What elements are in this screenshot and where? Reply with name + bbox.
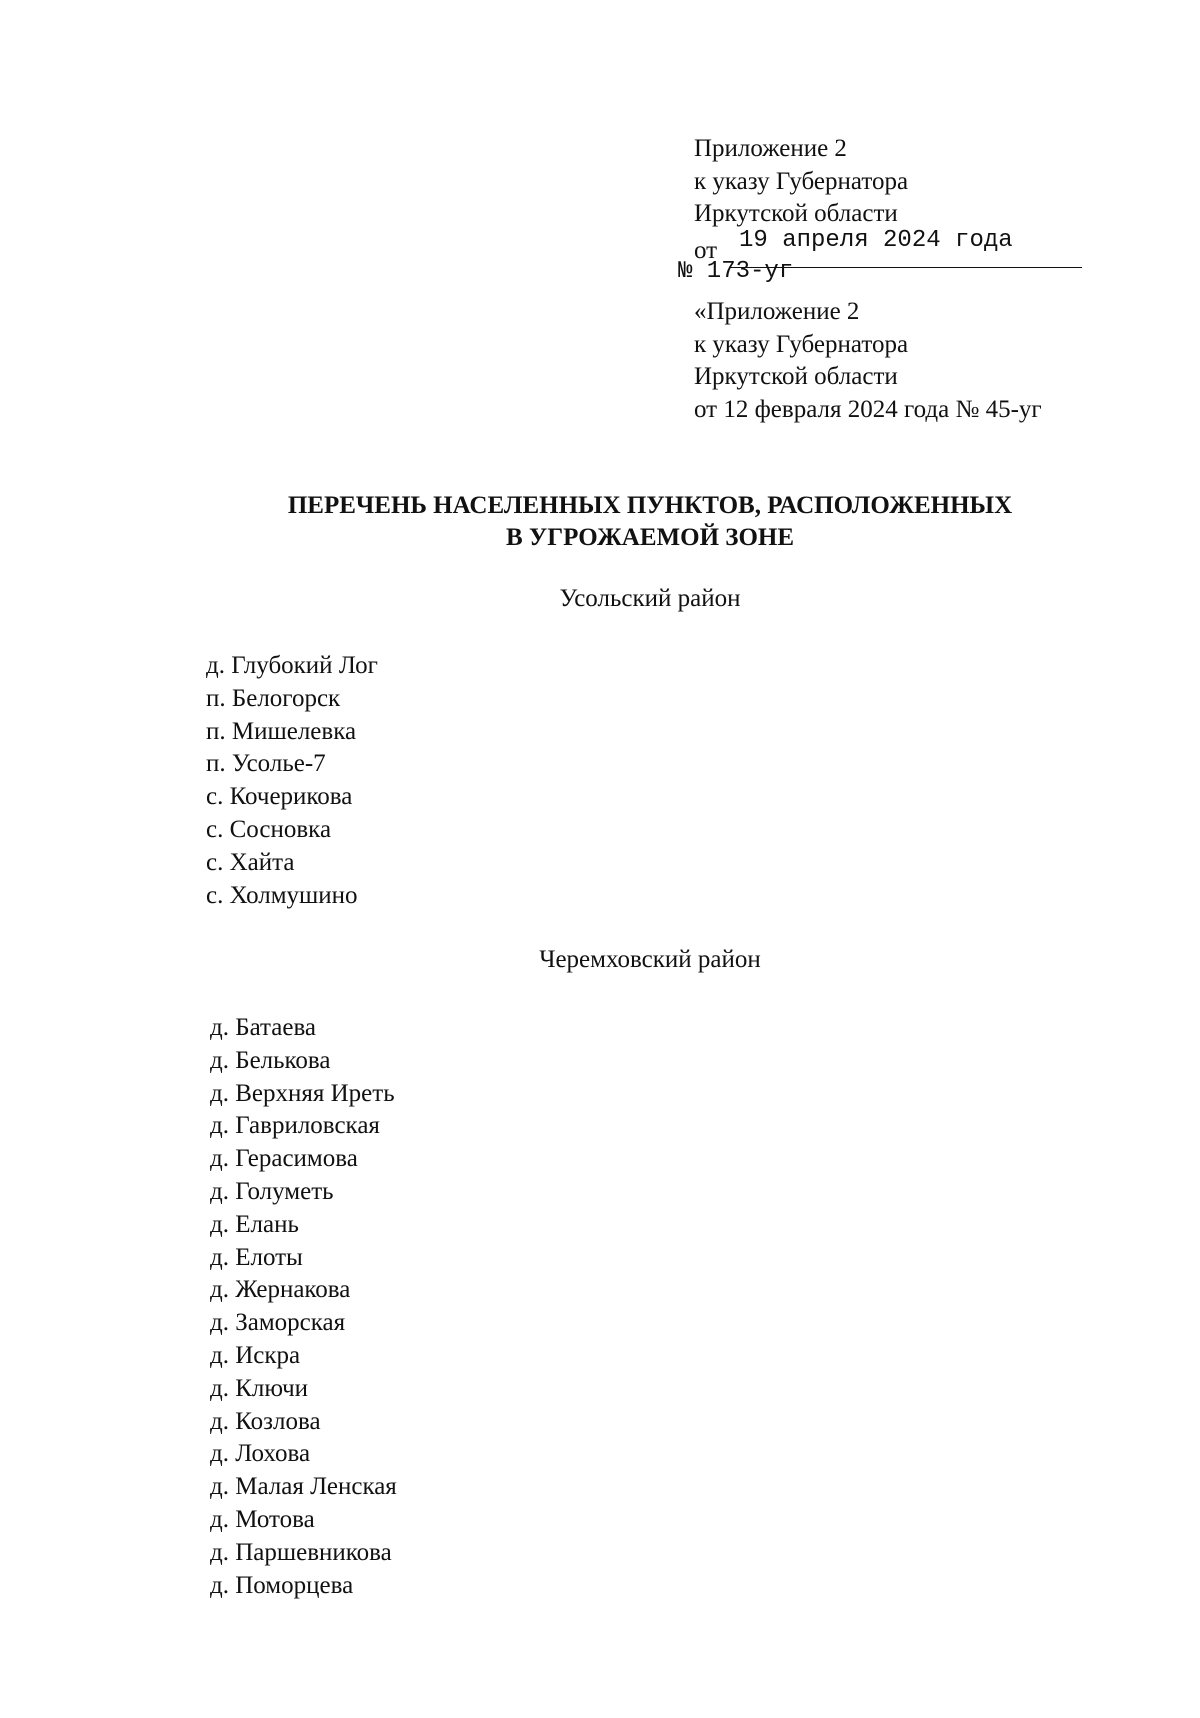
list-item: д. Елань (210, 1210, 299, 1238)
list-item: д. Искра (210, 1341, 301, 1369)
list-item: д. Козлова (210, 1407, 321, 1435)
annex-line-1: Приложение 2 (694, 135, 847, 162)
list-item: д. Малая Ленская (210, 1473, 397, 1501)
annex-reference (694, 133, 1013, 264)
title-line-2: В УГРОЖАЕМОЙ ЗОНЕ (505, 524, 795, 551)
annex-line-2: к указу Губернатора (694, 167, 909, 195)
list-item: д. Глубокий Лог (206, 652, 378, 679)
list-item: д. Поморцева (210, 1571, 354, 1599)
list-item: д. Герасимова (210, 1145, 358, 1173)
decree-date: 19 апреля 2024 года (739, 226, 1013, 254)
amended-annex-line-1: «Приложение 2 (694, 298, 860, 325)
district-heading-usolsky: Усольский район (559, 585, 741, 612)
decree-number: № 173-уг (678, 258, 794, 285)
list-item: д. Голуметь (210, 1177, 334, 1205)
amended-annex-line-4: от 12 февраля 2024 года № 45-уг (694, 395, 1042, 423)
settlement-list-usolsky (206, 650, 378, 912)
amended-annex-line-3: Иркутской области (694, 363, 898, 390)
annex-line-3: Иркутской области (694, 200, 898, 227)
title-line-1: ПЕРЕЧЕНЬ НАСЕЛЕННЫХ ПУНКТОВ, РАСПОЛОЖЕННЫХ (287, 492, 1013, 519)
list-item: д. Елоты (210, 1243, 303, 1271)
list-item: п. Белогорск (206, 684, 341, 712)
list-item: с. Сосновка (206, 815, 332, 843)
document-title (200, 490, 1100, 554)
list-item: д. Паршевникова (210, 1538, 392, 1566)
list-item: д. Мотова (210, 1505, 315, 1533)
list-item: с. Холмушино (206, 881, 358, 909)
list-item: д. Заморская (210, 1309, 346, 1337)
list-item: д. Батаева (210, 1014, 317, 1041)
list-item: д. Верхняя Иреть (210, 1079, 395, 1107)
date-prefix: от (694, 236, 718, 264)
list-item: п. Мишелевка (206, 717, 357, 745)
list-item: д. Ключи (210, 1374, 309, 1402)
list-item: с. Кочерикова (206, 783, 353, 811)
list-item: д. Белькова (210, 1046, 331, 1074)
list-item: с. Хайта (206, 848, 295, 876)
district-heading-cheremkhovsky: Черемховский район (539, 946, 761, 973)
amended-annex-line-2: к указу Губернатора (694, 330, 909, 358)
list-item: д. Гавриловская (210, 1112, 380, 1140)
settlement-list-cheremkhovsky (210, 1012, 397, 1602)
list-item: д. Жернакова (210, 1276, 351, 1304)
amended-annex-reference (694, 296, 1042, 426)
list-item: п. Усолье-7 (206, 750, 326, 778)
list-item: д. Лохова (210, 1440, 311, 1468)
